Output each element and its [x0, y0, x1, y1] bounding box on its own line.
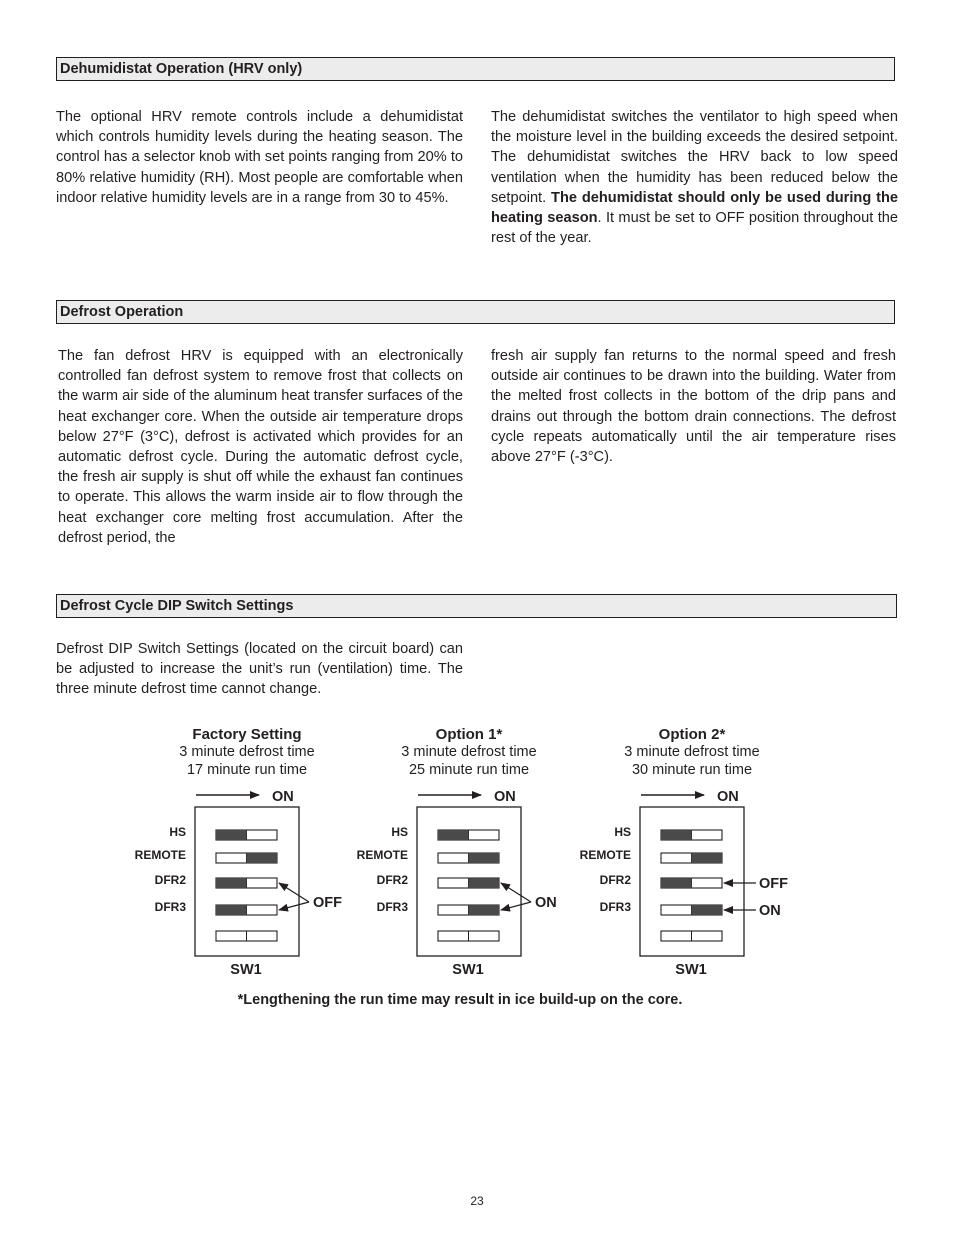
panel-2-callout-arrow-dfr2	[501, 883, 531, 902]
dehumidistat-right-text-end: . It must be set to OFF position throughout the rest of the year.	[491, 210, 898, 247]
panel-3-label-hs: HS	[614, 825, 631, 839]
dehumidistat-right-text-start: The dehumidistat switches the ventilator to high speed when the moisture level in the building exceeds the desired setpoint. The dehumidistat switches the HRV back to low speed ventilation when the humidity has been reduced below the setpoint.	[491, 109, 898, 206]
panel-3-callout-label-dfr2: OFF	[759, 876, 788, 892]
section-heading-defrost: Defrost Operation	[56, 300, 895, 324]
panel-2-label-hs: HS	[391, 825, 408, 839]
panel-2-switch-4-lever	[469, 905, 500, 915]
dehumidistat-warning-bold: The dehumidistat should only be used during the heating season	[491, 189, 898, 227]
dehumidistat-left-text: The optional HRV remote controls include a dehumidistat which controls humidity levels during the heating season. The control has a selector knob with set points ranging from 20% to 80% relative humidity (RH). Most people are comfortable when indoor relative humidity levels are in a range from 30 to 45%.	[56, 109, 463, 206]
panel-2-defrost-time: 3 minute defrost time	[401, 744, 537, 760]
panel-1-callout-label: OFF	[313, 895, 342, 911]
panel-1-label-dfr2: DFR2	[154, 873, 186, 887]
dip-left-text: Defrost DIP Switch Settings (located on the circuit board) can be adjusted to increase the unit’s run (ventilation) time. The three minute defrost time cannot change.	[56, 641, 463, 698]
panel-1-run-time: 17 minute run time	[186, 762, 308, 778]
panel-2-switch-1-lever	[438, 830, 469, 840]
panel-3-switch-3-lever	[661, 878, 692, 888]
panel-1-sw1-label: SW1	[230, 962, 262, 978]
defrost-left-text: The fan defrost HRV is equipped with an electronically controlled fan defrost system to remove frost that collects on the warm air side of the aluminum heat transfer surfaces of the heat exchanger core. When the outside air temperature drops below 27°F (3°C), defrost is activated which provides for an automatic defrost cycle. During the automatic defrost cycle, the fresh air supply is shut off while the exhaust fan continues to operate. This allows the warm inside air to flow through the heat exchanger core melting frost accumulation. After the defrost period, the	[58, 348, 463, 546]
panel-1-on-label: ON	[272, 789, 294, 805]
panel-1-switch-2-lever	[247, 853, 278, 863]
panel-2-switch-2-lever	[469, 853, 500, 863]
defrost-right-text: fresh air supply fan returns to the normal speed and fresh outside air continues to be drawn into the building. Water from the melted frost collects in the bottom of the drip pans and drains out through the bottom drain connections. The defrost cycle repeats automatically until the air temperature rises above 27°F (-3°C).	[491, 348, 896, 466]
panel-3-on-label: ON	[717, 789, 739, 805]
panel-3-label-dfr3: DFR3	[599, 900, 631, 914]
panel-2-label-remote: REMOTE	[356, 848, 408, 862]
panel-1-label-hs: HS	[169, 825, 186, 839]
dip-left-paragraph	[56, 639, 463, 700]
panel-2-callout-arrow-dfr3	[501, 902, 531, 910]
panel-1-label-remote: REMOTE	[134, 848, 186, 862]
panel-1-callout-arrow-dfr2	[279, 883, 309, 902]
page-number: 23	[470, 1194, 484, 1208]
dip-switch-diagram	[0, 720, 954, 1020]
panel-3-sw1-label: SW1	[675, 962, 707, 978]
panel-2-label-dfr3: DFR3	[376, 900, 408, 914]
panel-2-title: Option 1*	[435, 726, 503, 743]
dehumidistat-left-paragraph	[56, 107, 463, 208]
dehumidistat-right-text	[491, 107, 898, 248]
panel-3-switch-4-lever	[692, 905, 723, 915]
panel-3-label-dfr2: DFR2	[599, 873, 631, 887]
panel-2-on-label: ON	[494, 789, 516, 805]
panel-1-title: Factory Setting	[192, 726, 302, 743]
dip-switch-svg	[0, 720, 954, 990]
panel-3-switch-1-lever	[661, 830, 692, 840]
panel-2-label-dfr2: DFR2	[376, 873, 408, 887]
panel-1-switch-1-lever	[216, 830, 247, 840]
section-heading-dip-switch: Defrost Cycle DIP Switch Settings	[56, 594, 897, 618]
panel-3-callout-label-dfr3: ON	[759, 903, 781, 919]
panel-1-defrost-time: 3 minute defrost time	[179, 744, 315, 760]
defrost-left-paragraph	[58, 346, 463, 548]
panel-3-switch-2-lever	[692, 853, 723, 863]
panel-1-switch-3-lever	[216, 878, 247, 888]
dehumidistat-right-paragraph	[491, 107, 898, 248]
panel-3-run-time: 30 minute run time	[631, 762, 753, 778]
panel-2-switch-3-lever	[469, 878, 500, 888]
section-heading-dehumidistat: Dehumidistat Operation (HRV only)	[56, 57, 895, 81]
panel-2-callout-label: ON	[535, 895, 557, 911]
panel-1-label-dfr3: DFR3	[154, 900, 186, 914]
panel-2-sw1-label: SW1	[452, 962, 484, 978]
panel-3-defrost-time: 3 minute defrost time	[624, 744, 760, 760]
panel-3-title: Option 2*	[658, 726, 726, 743]
panel-2-run-time: 25 minute run time	[408, 762, 530, 778]
footnote: *Lengthening the run time may result in ice build-up on the core.	[237, 992, 683, 1008]
panel-1-callout-arrow-dfr3	[279, 902, 309, 910]
defrost-right-paragraph	[491, 346, 896, 467]
panel-1-switch-4-lever	[216, 905, 247, 915]
panel-3-label-remote: REMOTE	[579, 848, 631, 862]
